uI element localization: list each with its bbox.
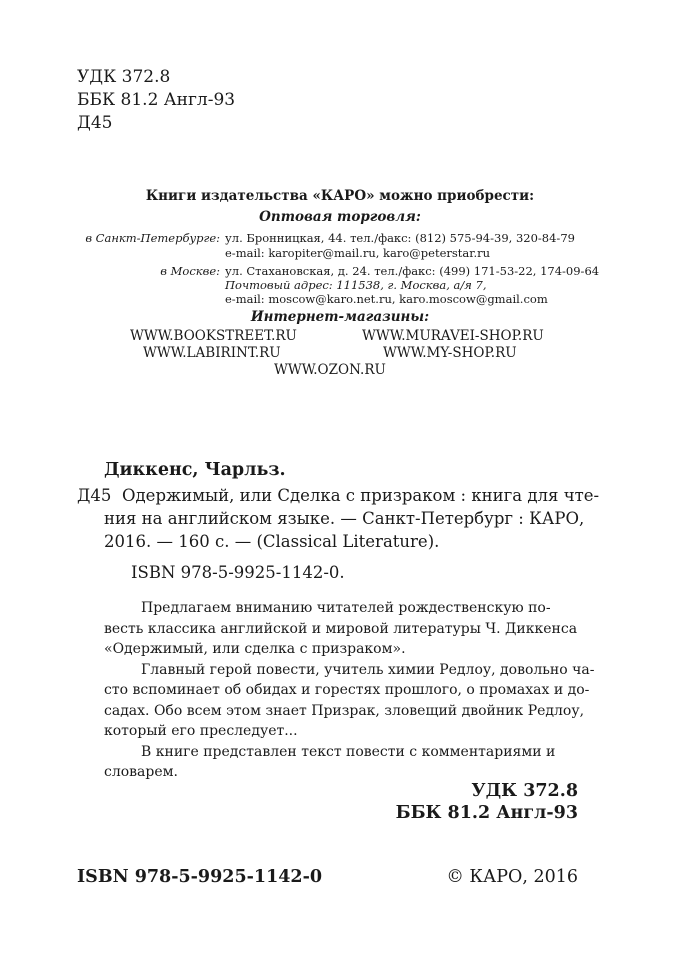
online-heading: Интернет-магазины:: [250, 309, 430, 325]
annotation-line: который его преследует...: [104, 723, 298, 739]
author-name: Диккенс, Чарльз.: [104, 460, 286, 480]
annotation-line: «Одержимый, или сделка с призраком».: [104, 641, 406, 657]
moscow-address: ул. Стахановская, д. 24. тел./факс: (499) 171-53-22, 174-09-64: [225, 264, 600, 278]
moscow-label: в Москве:: [160, 264, 220, 278]
shop-url: WWW.MY-SHOP.RU: [383, 345, 517, 361]
classification-block: [77, 66, 235, 135]
bbk-code: ББК 81.2 Англ-93: [77, 90, 236, 110]
spb-label: в Санкт-Петербурге:: [85, 231, 220, 245]
spb-address: ул. Бронницкая, 44. тел./факс: (812) 575-94-39, 320-84-79: [225, 231, 575, 245]
shop-url: WWW.LABIRINT.RU: [143, 345, 281, 361]
shop-url: WWW.MURAVEI-SHOP.RU: [362, 328, 544, 344]
moscow-postal: Почтовый адрес: 111538, г. Москва, а/я 7,: [225, 278, 487, 292]
shop-url: WWW.BOOKSTREET.RU: [130, 328, 297, 344]
bib-mark: Д45: [77, 486, 112, 505]
annotation-line: садах. Обо всем этом знает Призрак, зловещий двойник Редлоу,: [104, 702, 585, 719]
copyright: © КАРО, 2016: [446, 867, 578, 887]
udk-code: УДК 372.8: [77, 67, 171, 87]
annotation-line: словарем.: [104, 764, 178, 780]
wholesale-heading: Оптовая торговля:: [259, 209, 421, 225]
bbk-code-right: ББК 81.2 Англ-93: [395, 803, 578, 823]
purchase-heading: Книги издательства «КАРО» можно приобрести:: [145, 188, 535, 204]
annotation-line: весть классика английской и мировой литературы Ч. Диккенса: [104, 620, 578, 637]
bib-line: 2016. — 160 с. — (Classical Literature).: [104, 532, 440, 551]
annotation-line: Предлагаем вниманию читателей рождественскую по-: [141, 600, 551, 616]
annotation-line: Главный герой повести, учитель химии Редлоу, довольно ча-: [141, 661, 595, 678]
shop-url: WWW.OZON.RU: [274, 362, 386, 378]
moscow-email: e-mail: moscow@karo.net.ru, karo.moscow@gmail.com: [225, 292, 548, 306]
author-mark: Д45: [77, 113, 113, 133]
annotation: [104, 598, 595, 783]
annotation-line: В книге представлен текст повести с комментариями и: [141, 743, 556, 760]
bib-line: Одержимый, или Сделка с призраком : книга для чте-: [122, 486, 600, 505]
bib-isbn: ISBN 978-5-9925-1142-0.: [131, 563, 345, 582]
spb-email: e-mail: karopiter@mail.ru, karo@peterstar.ru: [225, 246, 491, 260]
annotation-line: сто вспоминает об обидах и горестях прошлого, о промахах и до-: [104, 682, 590, 698]
udk-code-right: УДК 372.8: [471, 781, 578, 801]
footer-isbn: ISBN 978-5-9925-1142-0: [77, 867, 323, 887]
bib-line: ния на английском языке. — Санкт-Петербург : КАРО,: [104, 509, 585, 528]
